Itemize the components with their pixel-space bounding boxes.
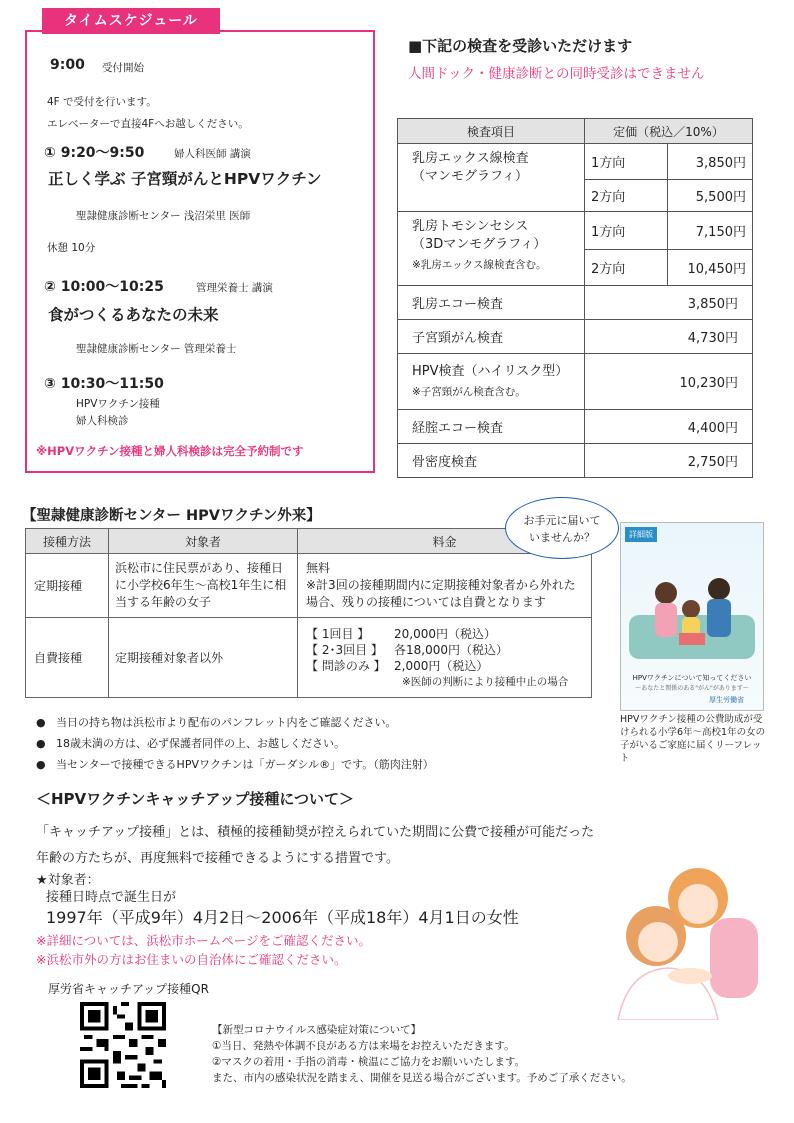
col-method: 接種方法 [26, 529, 109, 554]
catchup-target-line1: 接種日時点で誕生日が [46, 890, 177, 905]
session2-role: 管理栄養士 講演 [196, 282, 273, 294]
col-fee: 料金 [298, 529, 592, 554]
exams-subheading: 人間ドック・健康診断との同時受診はできません [408, 66, 705, 82]
session3-line2: 婦人科検診 [76, 415, 129, 427]
reservation-warning: ※HPVワクチン接種と婦人科検診は完全予約制です [36, 444, 304, 458]
exams-heading: ■下記の検査を受診いただけます [408, 37, 633, 55]
reception-note-floor: 4F で受付を行います。 [47, 96, 157, 108]
qr-code[interactable] [80, 1002, 166, 1088]
catchup-target-line2: 1997年（平成9年）4月2日〜2006年（平成18年）4月1日の女性 [46, 908, 519, 927]
bullet-1: 当日の持ち物は浜松市より配布のパンフレット内をご確認ください。 [56, 716, 397, 729]
leaflet-caption: HPVワクチン接種の公費助成が受けられる小学6年〜高校1年の女の子がいるご家庭に届くリーフレット [620, 714, 766, 764]
family-illustration [621, 553, 763, 671]
mother-daughter-illustration [598, 860, 768, 1020]
mammo-price-2: 5,500円 [668, 180, 753, 212]
table-row [398, 444, 753, 478]
session1-title: 正しく学ぶ 子宮頸がんとHPVワクチン [48, 170, 322, 188]
session2-time: ② 10:00〜10:25 [44, 279, 164, 295]
self-method: 自費接種 [26, 618, 109, 698]
cervical-name: 子宮頸がん検査 [398, 320, 585, 354]
catchup-heading: ＜HPVワクチンキャッチアップ接種について＞ [36, 790, 355, 808]
tomo-name: 乳房トモシンセシス [412, 219, 529, 234]
session2-title: 食がつくるあなたの未来 [48, 306, 219, 324]
regular-fee-free: 無料 [306, 561, 331, 575]
fee3-label: 【 問診のみ 】 [306, 658, 386, 673]
covid-line-2: ②マスクの着用・手指の消毒・検温にご協力をお願いいたします。 [212, 1056, 526, 1068]
catchup-body-2: 年齢の方たちが、再度無料で接種できるようにする措置です。 [36, 851, 399, 866]
tomo-price-2: 10,450円 [668, 250, 753, 286]
leaflet-subtitle: 〜あなたと関係のある"がん"があります〜 [635, 685, 749, 692]
hpv-name: HPV検査（ハイリスク型） [412, 363, 569, 379]
cervical-price: 4,730円 [585, 320, 753, 354]
mammo-price-1: 3,850円 [668, 144, 753, 180]
vaccine-heading: 【聖隷健康診断センター HPVワクチン外来】 [22, 508, 321, 524]
self-target: 定期接種対象者以外 [109, 618, 298, 698]
regular-method: 定期接種 [26, 554, 109, 618]
col-target: 対象者 [109, 529, 298, 554]
tomo-price-1: 7,150円 [668, 212, 753, 250]
table-row [398, 320, 753, 354]
vaccine-fee-table [25, 528, 592, 698]
fee2-label: 【 2･3回目 】 [306, 642, 383, 657]
fee2-price: 各18,000円（税込） [394, 642, 508, 657]
session1-role: 婦人科医師 講演 [174, 148, 251, 160]
echo-price: 3,850円 [585, 286, 753, 320]
covid-line-1: ①当日、発熱や体調不良がある方は来場をお控えいただきます。 [212, 1040, 515, 1052]
vaccine-bullets: ● 当日の持ち物は浜松市より配布のパンフレット内をご確認ください。 ● 18歳未満の方は、必ず保護者同伴の上、お越しください。 ● 当センターで接種できるHPVワクチンは「ガーダシル®」です。（筋肉注射） [36, 716, 434, 771]
leaflet-badge: 詳細版 [625, 527, 657, 542]
tomo-direction-2: 2方向 [585, 250, 668, 286]
col-exam-price: 定価（税込／10%） [585, 119, 753, 144]
table-row [398, 144, 753, 180]
bullet-2: 18歳未満の方は、必ず保護者同伴の上、お越しください。 [56, 737, 345, 750]
leaflet-ministry: 厚生労働省 [709, 696, 744, 704]
reception-time: 9:00 [50, 57, 85, 73]
leaflet-image [620, 522, 764, 711]
session1-time: ① 9:20〜9:50 [44, 145, 145, 161]
bone-price: 2,750円 [585, 444, 753, 478]
mammo-sub: （マンモグラフィ） [412, 169, 528, 184]
fee1-price: 20,000円（税込） [394, 626, 496, 641]
session1-speaker: 聖隷健康診断センター 浅沼栄里 医師 [76, 210, 251, 222]
table-row [26, 618, 592, 698]
reception-note-elevator: エレベーターで直接4Fへお越しください。 [47, 118, 249, 130]
mammo-direction-2: 2方向 [585, 180, 668, 212]
regular-fee-note: ※計3回の接種期間内に定期接種対象者から外れた場合、残りの接種については自費となります [306, 578, 576, 609]
leaflet-title: HPVワクチンについて知ってください [632, 674, 752, 682]
bone-name: 骨密度検査 [398, 444, 585, 478]
fee-note: ※医師の判断により接種中止の場合 [402, 675, 569, 688]
session3-line1: HPVワクチン接種 [76, 398, 160, 410]
catchup-target-label: ★対象者： [36, 873, 100, 888]
table-row [398, 286, 753, 320]
exam-price-table [397, 118, 753, 478]
catchup-body-1: 「キャッチアップ接種」とは、積極的接種勧奨が控えられていた期間に公費で接種が可能だった [36, 825, 595, 840]
schedule-title: タイムスケジュール [42, 8, 220, 34]
col-exam-item: 検査項目 [398, 119, 585, 144]
tomo-direction-1: 1方向 [585, 212, 668, 250]
hpv-note: ※子宮頸がん検査含む。 [412, 385, 526, 398]
covid-line-3: また、市内の感染状況を踏まえ、開催を見送る場合がございます。予めご了承ください。 [212, 1072, 632, 1084]
bullet-3: 当センターで接種できるHPVワクチンは「ガーダシル®」です。（筋肉注射） [56, 758, 434, 771]
covid-notice [212, 1022, 632, 1086]
echo-name: 乳房エコー検査 [398, 286, 585, 320]
qr-label: 厚労省キャッチアップ接種QR [48, 982, 209, 996]
mammo-name: 乳房エックス線検査 [412, 151, 529, 166]
mammo-direction-1: 1方向 [585, 144, 668, 180]
tomo-note: ※乳房エックス線検査含む。 [412, 259, 547, 271]
hpv-price: 10,230円 [585, 354, 753, 410]
catchup-note-2: ※浜松市外の方はお住まいの自治体にご確認ください。 [36, 952, 347, 967]
table-row [26, 554, 592, 618]
covid-title: 【新型コロナウイルス感染症対策について】 [212, 1024, 422, 1036]
session2-speaker: 聖隷健康診断センター 管理栄養士 [76, 343, 237, 355]
vaginal-price: 4,400円 [585, 410, 753, 444]
table-row [398, 212, 753, 250]
session3-time: ③ 10:30〜11:50 [44, 376, 164, 392]
regular-target: 浜松市に住民票があり、接種日に小学校6年生〜高校1年生に相当する年齢の女子 [109, 554, 298, 618]
tomo-sub: （3Dマンモグラフィ） [412, 237, 547, 252]
bubble-text: お手元に届いていませんか？ [523, 514, 601, 544]
table-row [398, 410, 753, 444]
catchup-note-1: ※詳細については、浜松市ホームページをご確認ください。 [36, 933, 371, 948]
break-note: 休憩 10分 [47, 242, 96, 254]
speech-bubble [505, 497, 619, 559]
fee1-label: 【 1回目 】 [306, 626, 370, 641]
table-row [398, 354, 753, 410]
vaginal-name: 経腟エコー検査 [398, 410, 585, 444]
fee3-price: 2,000円（税込） [394, 658, 489, 673]
reception-label: 受付開始 [102, 62, 144, 74]
